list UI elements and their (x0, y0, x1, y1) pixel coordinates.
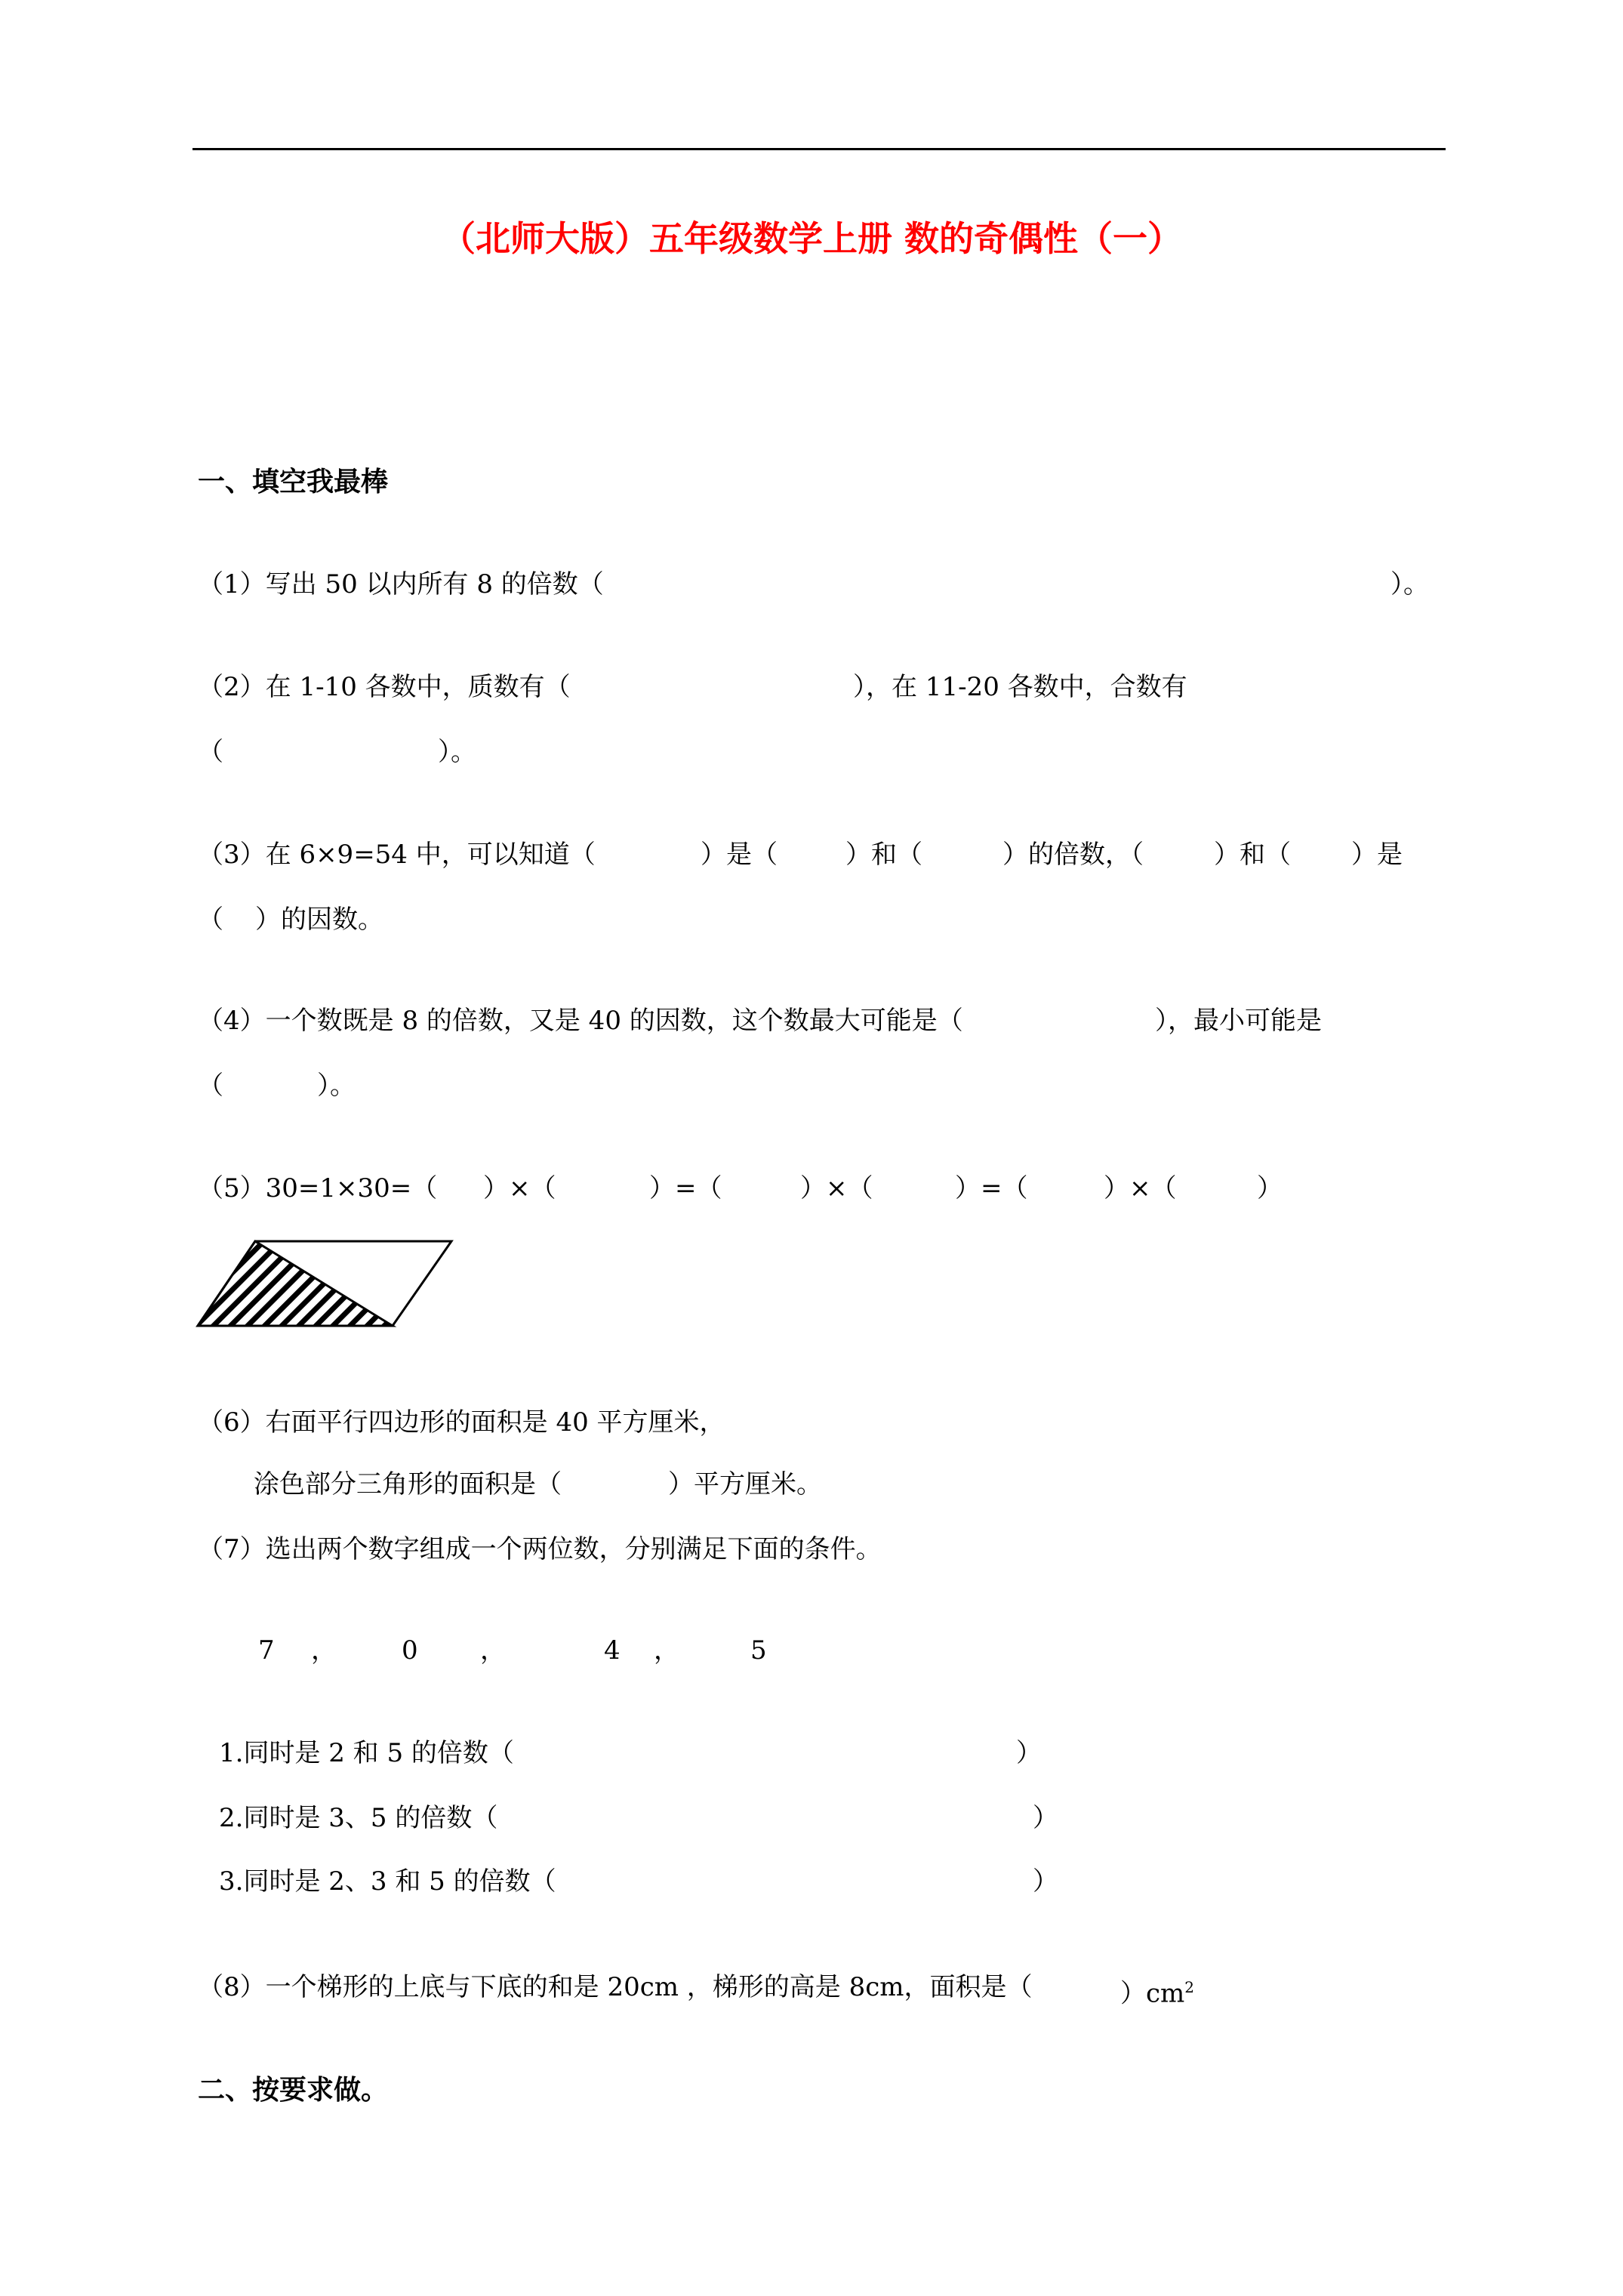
q6-text-3: ）平方厘米。 (668, 1469, 822, 1499)
q2-text-2: ），在 11-20 各数中，合数有 (853, 672, 1187, 702)
q3-text-2: ）是（ (701, 840, 778, 870)
q7-item-1-close: ） (1016, 1738, 1042, 1768)
q5-text-4: ）×（ (800, 1173, 873, 1203)
q7-digit-0: 0 (402, 1635, 418, 1666)
q7-item-2: 2.同时是 3、5 的倍数（ (219, 1803, 498, 1833)
q4-close: ）。 (317, 1071, 356, 1101)
q7-text: （7）选出两个数字组成一个两位数，分别满足下面的条件。 (198, 1534, 882, 1564)
q6-text-1: （6）右面平行四边形的面积是 40 平方厘米， (198, 1407, 725, 1438)
q7-item-3: 3.同时是 2、3 和 5 的倍数（ (219, 1866, 556, 1897)
header-rule (192, 148, 1446, 150)
parallelogram-figure (195, 1238, 456, 1330)
page-title: （北师大版）五年级数学上册 数的奇偶性（一） (440, 218, 1182, 259)
q7-comma-1: ， (311, 1635, 337, 1666)
q3-text-1: （3）在 6×9=54 中，可以知道（ (198, 840, 596, 870)
q3-text-6: ）是 (1351, 840, 1403, 870)
q8-text: （8）一个梯形的上底与下底的和是 20cm ，梯形的高是 8cm，面积是（ (198, 1972, 1033, 2002)
q5-text-5: ）=（ (955, 1173, 1028, 1203)
q6-text-2: 涂色部分三角形的面积是（ (254, 1469, 562, 1499)
q5-text-3: ）=（ (649, 1173, 722, 1203)
q1-close: ）。 (1390, 569, 1429, 599)
q4-open: （ (198, 1071, 223, 1101)
q3-text-3: ）和（ (845, 840, 922, 870)
q3-open: （ (198, 905, 223, 935)
q7-item-2-close: ） (1033, 1803, 1058, 1833)
section-2-heading: 二、按要求做。 (198, 2075, 389, 2106)
q8-unit (1120, 1971, 1194, 2010)
q3-text-5: ）和（ (1214, 840, 1291, 870)
section-1-heading: 一、填空我最棒 (198, 467, 389, 498)
q3-text-4: ）的倍数，（ (1002, 840, 1144, 870)
q2-close: ）。 (438, 737, 476, 767)
q7-comma-3: ， (654, 1635, 679, 1666)
q5-text-7: ） (1257, 1173, 1283, 1203)
q7-item-1: 1.同时是 2 和 5 的倍数（ (219, 1738, 514, 1768)
q3-close: ）的因数。 (255, 905, 383, 935)
q4-text: （4）一个数既是 8 的倍数，又是 40 的因数，这个数最大可能是（ (198, 1006, 963, 1036)
q8-unit-text: ）cm (1120, 1978, 1185, 2009)
q4-text-2: ），最小可能是 (1155, 1006, 1322, 1036)
q1-text: （1）写出 50 以内所有 8 的倍数（ (198, 569, 604, 599)
q7-digit-5: 5 (750, 1635, 767, 1666)
q7-comma-2: ， (480, 1635, 506, 1666)
q2-open: （ (198, 737, 223, 767)
q5-text-1: （5）30=1×30=（ (198, 1173, 438, 1203)
q5-text-6: ）×（ (1104, 1173, 1177, 1203)
q7-digit-7: 7 (258, 1635, 275, 1666)
q8-unit-exponent: 2 (1184, 1978, 1195, 1996)
q2-text: （2）在 1-10 各数中，质数有（ (198, 672, 571, 702)
q7-item-3-close: ） (1033, 1866, 1058, 1897)
q7-digit-4: 4 (604, 1635, 621, 1666)
q5-text-2: ）×（ (483, 1173, 556, 1203)
